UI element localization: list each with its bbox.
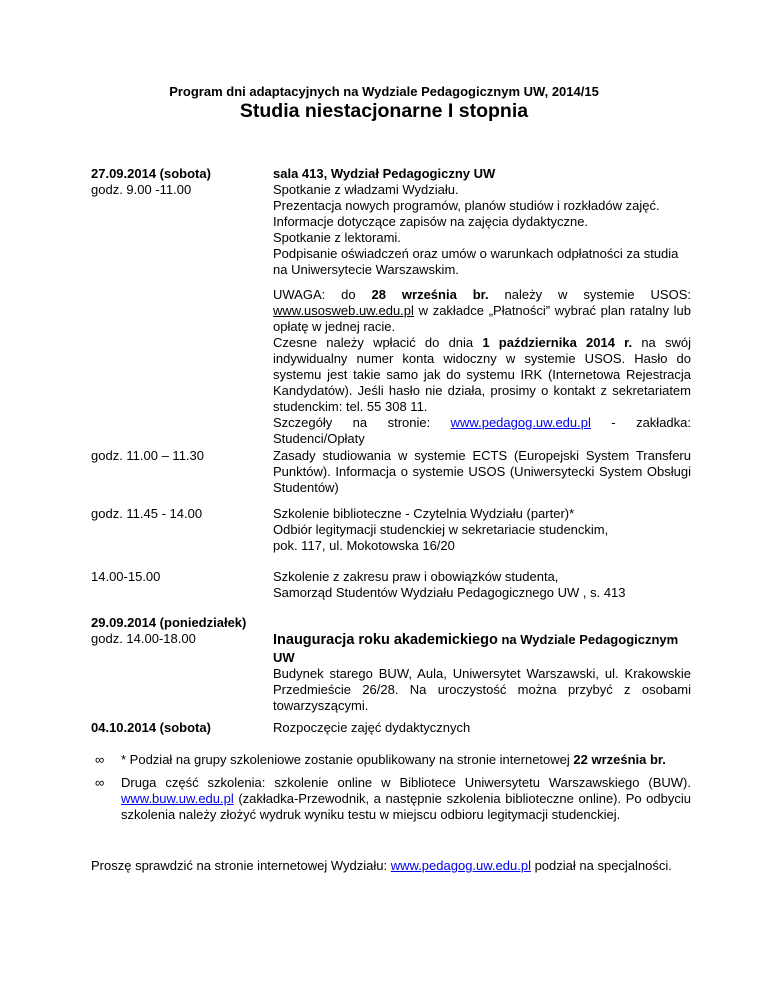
session-library-line-3: pok. 117, ul. Mokotowska 16/20 [273,538,455,553]
session-library-time: godz. 11.45 - 14.00 [91,506,203,521]
day2-date: 29.09.2014 (poniedziałek) [91,615,247,630]
day3-text: Rozpoczęcie zajęć dydaktycznych [273,720,471,735]
session-rights-line-2: Samorząd Studentów Wydziału Pedagogicznego UW , s. 413 [273,585,626,600]
note-online-post: (zakładka-Przewodnik, a następnie szkolenia biblioteczne online). Po odbyciu szkolenia należy złożyć wydruk wyniku testu w miejscu odbioru legitymacji studenckiej. [121,791,691,822]
footer-pre: Proszę sprawdzić na stronie internetowej Wydziału: [91,858,391,873]
pedagog-link[interactable]: www.pedagog.uw.edu.pl [450,415,591,430]
footer-note [91,858,691,874]
inauguration-text: Budynek starego BUW, Aula, Uniwersytet Warszawski, ul. Krakowskie Przedmieście 26/28. Na uroczystość można przybyć z osobami towarzyszącymi. [273,666,691,713]
day1-line-3: Spotkanie z lektorami. [273,230,401,245]
footer-pedagog-link[interactable]: www.pedagog.uw.edu.pl [390,858,531,873]
day1-line-1: Spotkanie z władzami Wydziału. [273,182,459,197]
infinity-bullet-icon: ∞ [95,752,105,767]
study-type-heading: Studia niestacjonarne I stopnia [239,100,529,122]
note-groups-text: * Podział na grupy szkoleniowe zostanie opublikowany na stronie internetowej [121,752,574,767]
session-library-line-2: Odbiór legitymacji studenckiej w sekretariacie studenckim, [273,522,609,537]
infinity-bullet-icon: ∞ [95,775,105,790]
uwaga-p1-deadline: 28 września br. [371,287,489,302]
inauguration-title [273,631,691,666]
note-groups-date: 22 września br. [573,752,666,767]
uwaga-p2-post: na swój indywidualny numer konta widoczny w systemie USOS. Hasło do systemu jest takie samo jak do systemu IRK (Internetowa Rejestracja Kandydatów). Jeśli hasło nie działa, prosimy o kontakt z sekretariatem studenckim: tel. 55 308 11. [273,335,691,414]
usosweb-link[interactable]: www.usosweb.uw.edu.pl [273,303,414,318]
note-online-training [91,775,691,823]
uwaga-p3-pre: Szczegóły na stronie: [273,415,451,430]
program-title: Program dni adaptacyjnych na Wydziale Pedagogicznym UW, 2014/15 [169,84,599,99]
note-groups [91,752,691,768]
session-rights-line-1: Szkolenie z zakresu praw i obowiązków studenta, [273,569,559,584]
buw-link[interactable]: www.buw.uw.edu.pl [121,791,234,806]
day1-time: godz. 9.00 -11.00 [91,182,192,197]
day1-line-4: Podpisanie oświadczeń oraz umów o warunkach odpłatności za studia na Uniwersytecie Warszawskim. [273,246,679,277]
day3-date: 04.10.2014 (sobota) [91,720,211,735]
inauguration-title-main: Inauguracja roku akademickiego [273,632,498,648]
day1-line-2: Prezentacja nowych programów, planów studiów i rozkładów zajęć. Informacje dotyczące zapisów na zajęcia dydaktyczne. [273,198,660,229]
session-library-line-1: Szkolenie biblioteczne - Czytelnia Wydziału (parter)* [273,506,575,521]
uwaga-p2-deadline: 1 października 2014 r. [482,335,633,350]
uwaga-p2-pre: Czesne należy wpłacić do dnia [273,335,483,350]
inauguration-title-rest: na Wydziale Pedagogicznym UW [273,632,679,665]
day2-time: godz. 14.00-18.00 [91,631,196,646]
footer-post: podział na specjalności. [530,858,672,873]
uwaga-p1-post: w zakładce „Płatności” wybrać plan ratalny lub opłatę w jednej racie. [273,303,691,334]
uwaga-p1-pre: UWAGA: do [273,287,372,302]
note-online-pre: Druga część szkolenia: szkolenie online w Bibliotece Uniwersytetu Warszawskiego (BUW). [121,775,691,790]
uwaga-p3-post: - zakładka: Studenci/Opłaty [273,415,691,446]
session-ects-text: Zasady studiowania w systemie ECTS (Europejski System Transferu Punktów). Informacja o systemie USOS (Uniwersytecki System Obsługi Studentów) [273,448,691,495]
session-rights-time: 14.00-15.00 [91,569,161,584]
day1-place: sala 413, Wydział Pedagogiczny UW [273,166,496,181]
day1-date: 27.09.2014 (sobota) [91,166,211,181]
notes-list [91,752,691,830]
uwaga-p1-mid: należy w systemie USOS: [488,287,691,302]
session-ects-time: godz. 11.00 – 11.30 [91,448,205,463]
